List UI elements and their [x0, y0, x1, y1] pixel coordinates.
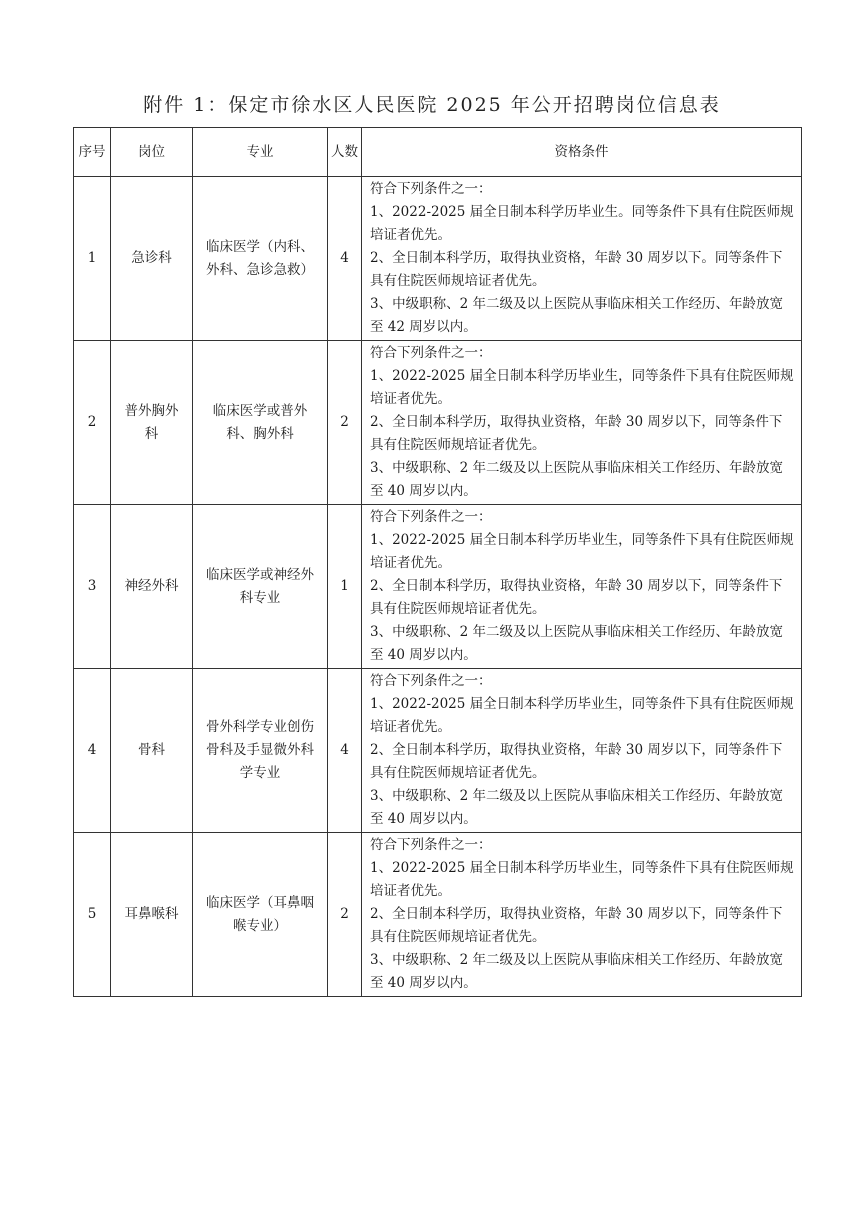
cell-seq: 2 — [74, 341, 111, 505]
header-seq: 序号 — [74, 128, 111, 177]
requirement-line: 1、2022-2025 届全日制本科学历毕业生，同等条件下具有住院医师规培证者优先。 — [370, 696, 794, 735]
table-row — [74, 505, 802, 669]
cell-post: 神经外科 — [111, 505, 193, 669]
cell-seq: 3 — [74, 505, 111, 669]
table-row — [74, 341, 802, 505]
requirement-line: 3、中级职称、2 年二级及以上医院从事临床相关工作经历、年龄放宽至 40 周岁以内。 — [370, 788, 783, 827]
requirement-line: 2、全日制本科学历，取得执业资格，年龄 30 周岁以下，同等条件下具有住院医师规培证者优先。 — [370, 414, 783, 453]
cell-post: 骨科 — [111, 669, 193, 833]
header-requirements: 资格条件 — [362, 128, 802, 177]
requirement-line: 2、全日制本科学历，取得执业资格，年龄 30 周岁以下，同等条件下具有住院医师规培证者优先。 — [370, 906, 783, 945]
cell-major: 临床医学（耳鼻咽喉专业） — [193, 833, 328, 997]
cell-requirements — [362, 341, 802, 505]
header-count: 人数 — [328, 128, 362, 177]
cell-major: 临床医学或普外科、胸外科 — [193, 341, 328, 505]
table-row — [74, 177, 802, 341]
document-title: 附件 1：保定市徐水区人民医院 2025 年公开招聘岗位信息表 — [143, 94, 721, 116]
recruitment-table — [73, 127, 802, 997]
cell-post: 普外胸外科 — [111, 341, 193, 505]
requirement-line: 3、中级职称、2 年二级及以上医院从事临床相关工作经历、年龄放宽至 42 周岁以内。 — [370, 296, 783, 335]
requirement-line: 2、全日制本科学历，取得执业资格，年龄 30 周岁以下，同等条件下具有住院医师规培证者优先。 — [370, 742, 783, 781]
cell-major: 临床医学或神经外科专业 — [193, 505, 328, 669]
cell-count: 2 — [328, 341, 362, 505]
requirement-line: 符合下列条件之一： — [370, 673, 492, 689]
cell-count: 4 — [328, 669, 362, 833]
header-major: 专业 — [193, 128, 328, 177]
cell-requirements — [362, 177, 802, 341]
requirement-line: 符合下列条件之一： — [370, 837, 492, 853]
cell-requirements — [362, 833, 802, 997]
requirement-line: 3、中级职称、2 年二级及以上医院从事临床相关工作经历、年龄放宽至 40 周岁以内。 — [370, 624, 783, 663]
cell-seq: 4 — [74, 669, 111, 833]
requirement-line: 符合下列条件之一： — [370, 181, 492, 197]
cell-post: 耳鼻喉科 — [111, 833, 193, 997]
cell-requirements — [362, 505, 802, 669]
requirement-line: 2、全日制本科学历，取得执业资格，年龄 30 周岁以下，同等条件下具有住院医师规培证者优先。 — [370, 578, 783, 617]
requirement-line: 符合下列条件之一： — [370, 509, 492, 525]
table-row — [74, 669, 802, 833]
requirement-line: 1、2022-2025 届全日制本科学历毕业生，同等条件下具有住院医师规培证者优先。 — [370, 860, 794, 899]
cell-requirements — [362, 669, 802, 833]
cell-count: 1 — [328, 505, 362, 669]
cell-post: 急诊科 — [111, 177, 193, 341]
requirement-line: 3、中级职称、2 年二级及以上医院从事临床相关工作经历、年龄放宽至 40 周岁以内。 — [370, 952, 783, 991]
requirement-line: 符合下列条件之一： — [370, 345, 492, 361]
cell-seq: 1 — [74, 177, 111, 341]
requirement-line: 1、2022-2025 届全日制本科学历毕业生。同等条件下具有住院医师规培证者优先。 — [370, 204, 794, 243]
requirement-line: 3、中级职称、2 年二级及以上医院从事临床相关工作经历、年龄放宽至 40 周岁以内。 — [370, 460, 783, 499]
table-header-row — [74, 128, 802, 177]
cell-seq: 5 — [74, 833, 111, 997]
requirement-line: 2、全日制本科学历，取得执业资格，年龄 30 周岁以下。同等条件下具有住院医师规培证者优先。 — [370, 250, 783, 289]
requirement-line: 1、2022-2025 届全日制本科学历毕业生，同等条件下具有住院医师规培证者优先。 — [370, 532, 794, 571]
cell-major: 临床医学（内科、外科、急诊急救） — [193, 177, 328, 341]
cell-count: 2 — [328, 833, 362, 997]
table-row — [74, 833, 802, 997]
cell-major: 骨外科学专业创伤骨科及手显微外科学专业 — [193, 669, 328, 833]
requirement-line: 1、2022-2025 届全日制本科学历毕业生，同等条件下具有住院医师规培证者优先。 — [370, 368, 794, 407]
header-post: 岗位 — [111, 128, 193, 177]
cell-count: 4 — [328, 177, 362, 341]
